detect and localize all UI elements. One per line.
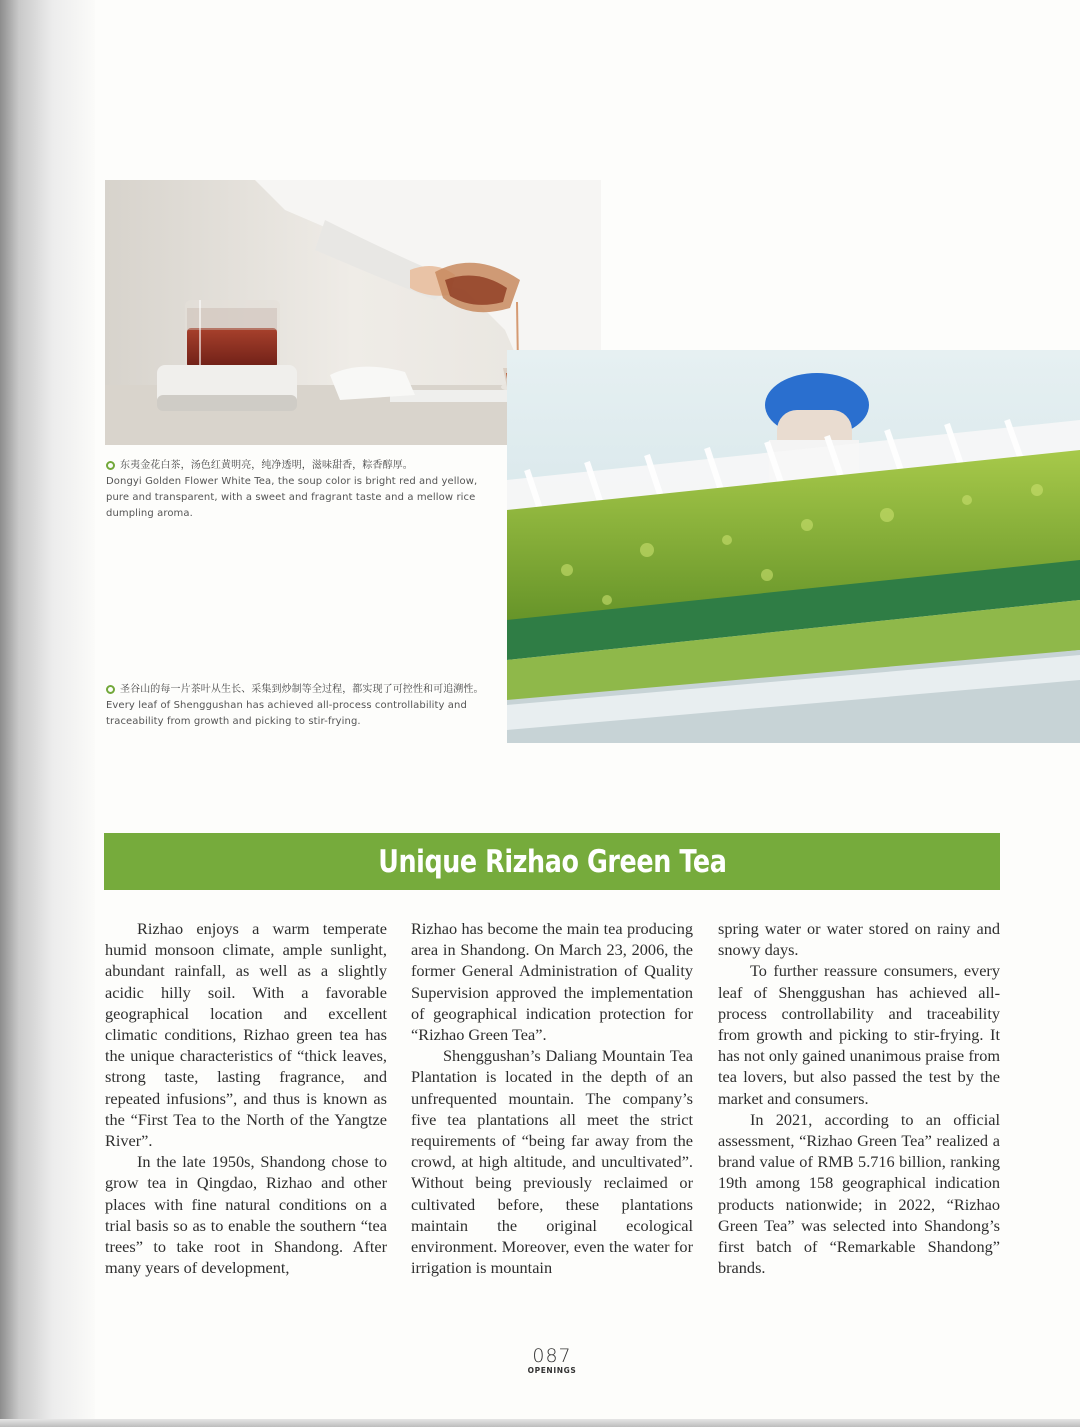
white-tea-photo-caption	[106, 458, 492, 522]
caption-bullet-icon	[106, 461, 115, 470]
article-column-2	[411, 918, 693, 1278]
tea-leaf-photo-caption	[106, 682, 492, 730]
caption-bullet-icon	[106, 685, 115, 694]
section-name: OPENINGS	[527, 1366, 577, 1375]
paragraph: Rizhao has become the main tea producing area in Shandong. On March 23, 2006, the former General Administration of Quality Supervision approved the implementation of geographical indication protection for “Rizhao Green Tea”.	[411, 919, 693, 1045]
caption-english-text: Dongyi Golden Flower White Tea, the soup color is bright red and yellow, pure and transparent, with a sweet and fragrant taste and a mellow rice dumpling aroma.	[106, 476, 478, 519]
page-bottom-edge	[0, 1419, 1080, 1427]
article-title: Unique Rizhao Green Tea	[377, 843, 727, 880]
paragraph: In 2021, according to an official assessment, “Rizhao Green Tea” realized a brand value of RMB 5.716 billion, ranking 19th among 158 geographical indication products nationwide; in 2022, “Rizhao Green Tea” was selected into Shandong’s first batch of “Remarkable Shandong” brands.	[718, 1109, 1000, 1278]
caption-chinese-text: 东夷金花白茶，汤色红黄明亮，纯净透明，滋味甜香，粽香醇厚。	[120, 460, 413, 471]
paragraph: spring water or water stored on rainy and snowy days.	[718, 919, 1000, 960]
article-column-1	[105, 918, 387, 1278]
paragraph: Rizhao enjoys a warm temperate humid monsoon climate, ample sunlight, abundant rainfall, as well as a slightly acidic hilly soil. With a favorable geographical location and excellent climatic conditions, Rizhao green tea has the unique characteristics of “thick leaves, strong taste, lasting fragrance, and repeated infusions”, and thus is known as the “First Tea to the North of the Yangtze River”.	[105, 919, 387, 1151]
tea-leaf-stir-frying-machine-photo	[507, 350, 1080, 743]
caption-english-text: Every leaf of Shenggushan has achieved all-process controllability and traceability from growth and picking to stir-frying.	[106, 700, 467, 727]
paragraph: Shenggushan’s Daliang Mountain Tea Plantation is located in the depth of an unfrequented mountain. The company’s five tea plantations all meet the strict requirements of “being far away from the crowd, at high altitude, and uncultivated”. Without being previously reclaimed or cultivated before, these plantations maintain the original ecological environment. Moreover, even the water for irrigation is mountain	[411, 1046, 693, 1278]
paragraph: To further reassure consumers, every leaf of Shenggushan has achieved all-process controllability and traceability from growth and picking to stir-frying. It has not only gained unanimous praise from tea lovers, but also passed the test by the market and consumers.	[718, 961, 1000, 1108]
caption-chinese-text: 圣谷山的每一片茶叶从生长、采集到炒制等全过程，都实现了可控性和可追溯性。	[120, 684, 484, 695]
article-column-3	[718, 918, 1000, 1278]
page-spine-shadow	[0, 0, 95, 1427]
paragraph: In the late 1950s, Shandong chose to grow tea in Qingdao, Rizhao and other places with fine natural conditions on a trial basis so as to enable the southern “tea trees” to take root in Shandong. After many years of development,	[105, 1152, 387, 1278]
page-folio	[500, 1346, 604, 1375]
page-number: 087	[532, 1345, 572, 1367]
section-title-banner	[104, 833, 1000, 890]
